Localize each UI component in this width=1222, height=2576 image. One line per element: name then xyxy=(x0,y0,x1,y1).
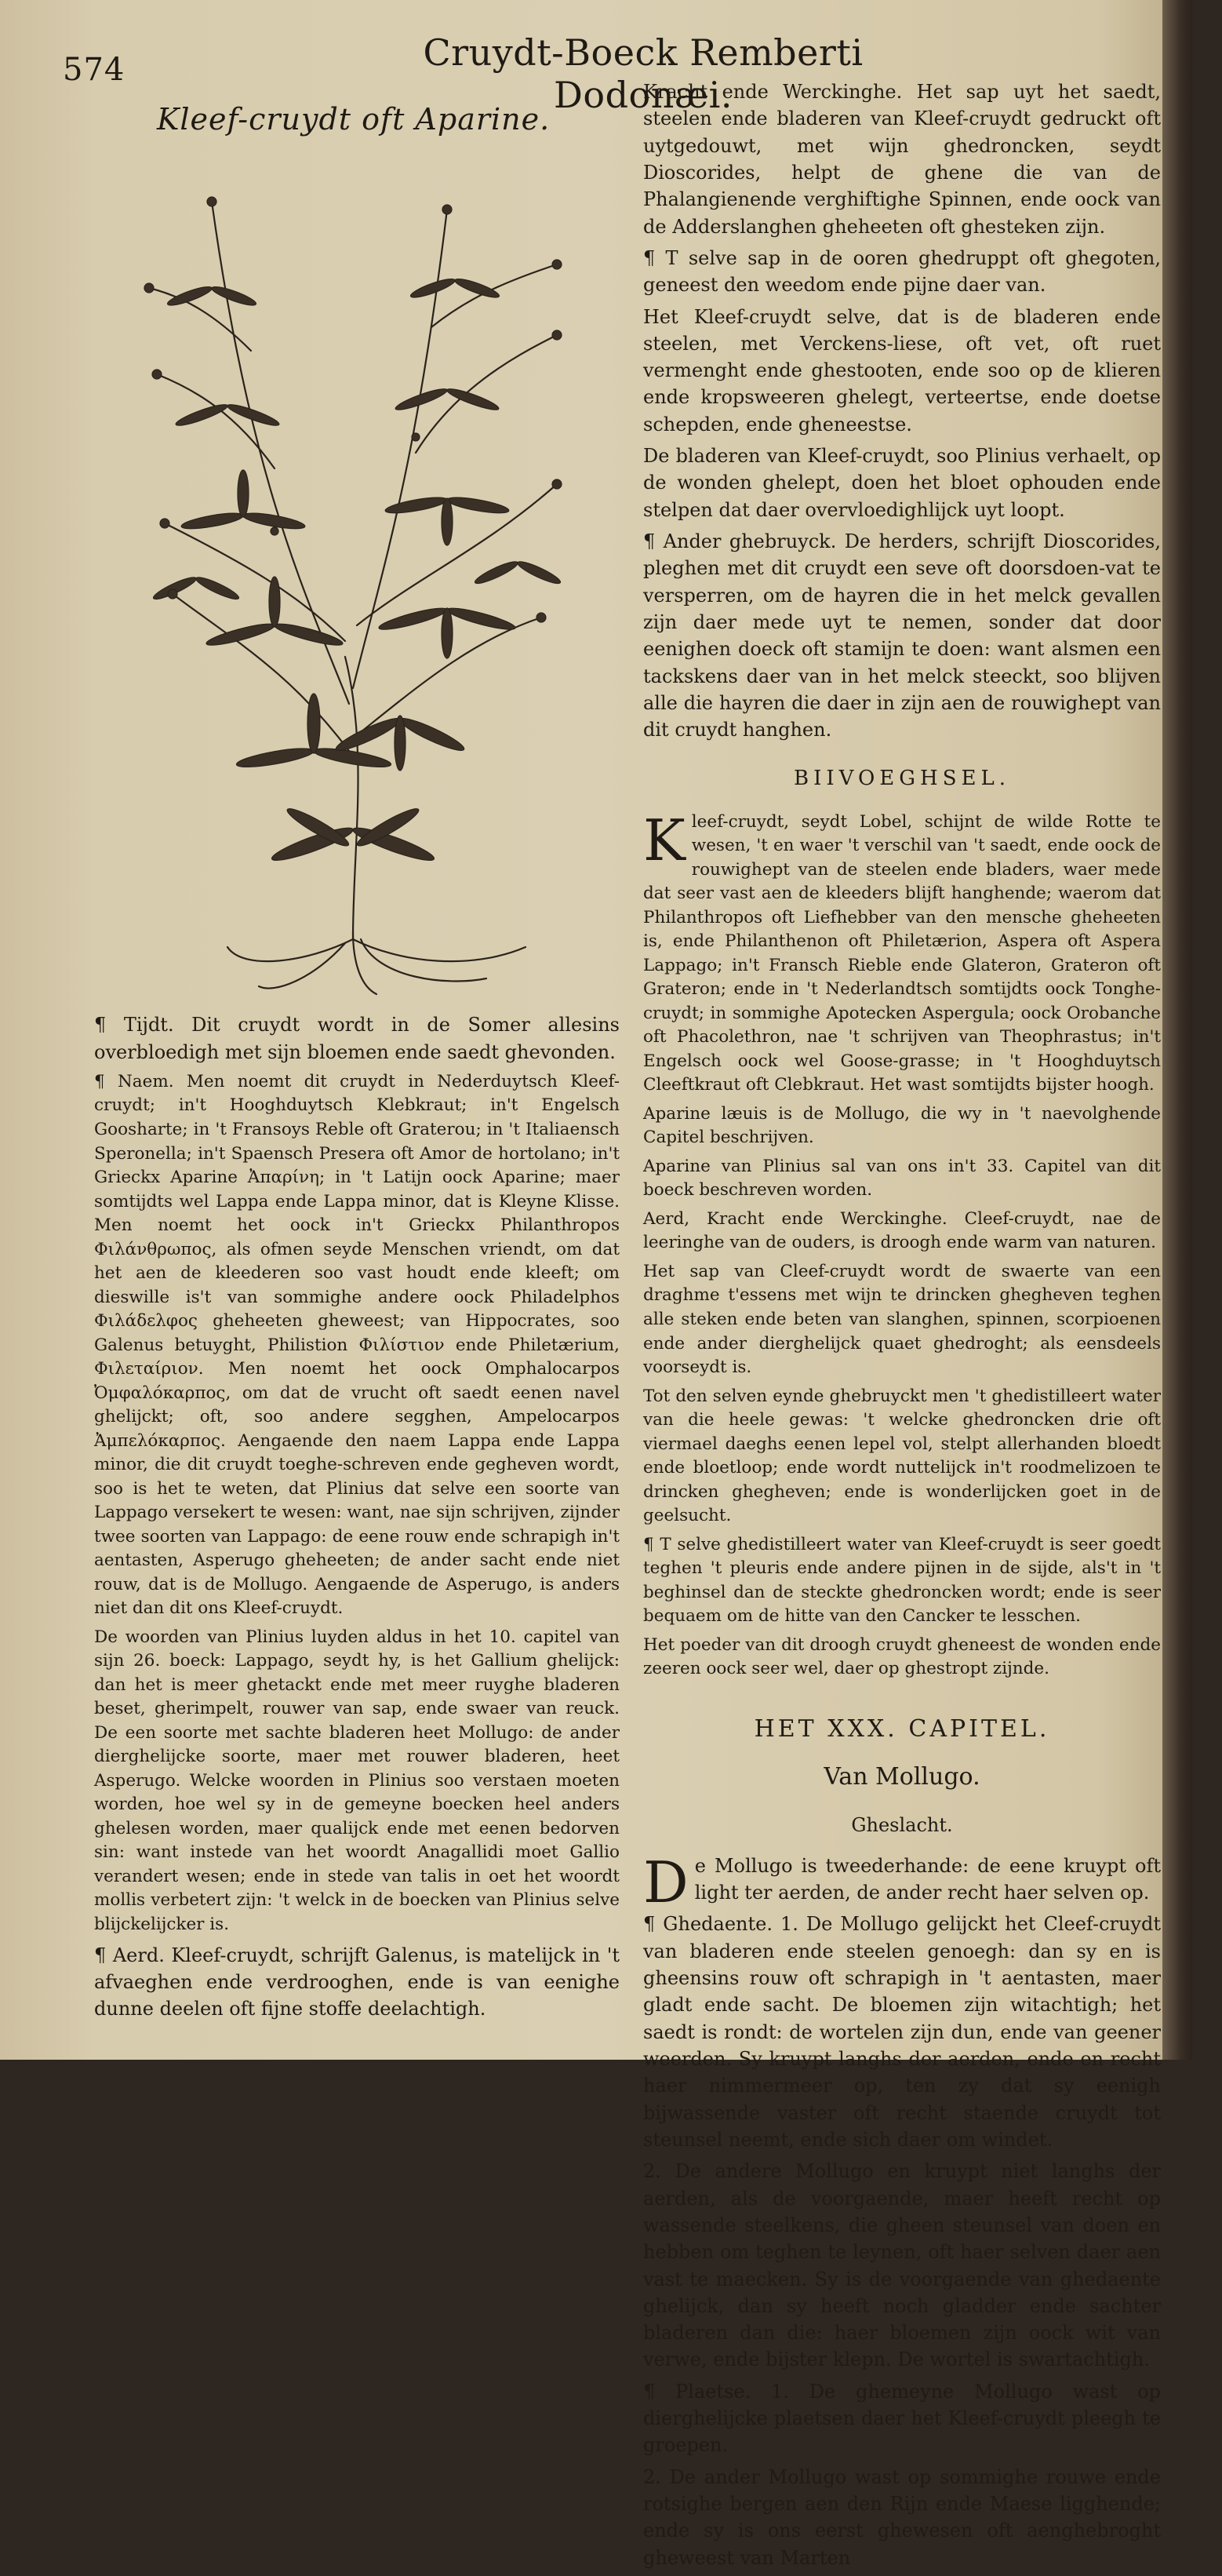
paragraph-tijdt: ¶ Tijdt. Dit cruydt wordt in de Somer allesins overbloedigh met sijn bloemen ende saedt ghevonden. xyxy=(94,1014,620,1063)
paragraph-mollugo-2: ¶ Ghedaente. 1. De Mollugo gelijckt het Cleef-cruydt van bladeren ende steelen genoegh: dan sy en is gheensins rouw oft schrapigh in 't aentasten, maer gladt ende sacht. De bloemen zijn witachtigh; het saedt is rondt: de wortelen zijn dun, ende van geener weerden. Sy kruypt langhs der aerden, ende en recht haer nimmermeer op, ten zy dat sy eenigh bijwassende vaster oft recht staende cruydt tot steunsel neemt, ende sich daer om windet. xyxy=(643,1913,1161,2151)
paragraph-bijvoeghsel-4: Aerd, Kracht ende Werckinghe. Cleef-cruydt, nae de leeringhe van de ouders, is droogh ende warm van naturen. xyxy=(643,1208,1161,1253)
paragraph-bijvoeghsel-2: Aparine læuis is de Mollugo, die wy in 't naevolghende Capitel beschrijven. xyxy=(643,1103,1161,1148)
paragraph-bijvoeghsel-1: Kleef-cruydt, seydt Lobel, schijnt de wilde Rotte te wesen, 't en waer 't verschil van 't saedt, ende oock de rouwighept van de steelen ende bladers, waer mede dat seer vast aen de kleeders blijft hanghende; waerom dat Philanthropos oft Liefhebber van den mensche gheheeten is, ende Philanthenon oft Philetærion, Aspera oft Aspera Lappago; in't Fransch Rieble ende Glateron, Grateron oft Grateron; ende in 't Nederlandtsch somtijdts oock Tonghe-cruydt; in sommighe Apotecken Aspergula; oock Orobanche oft Phacolethron, nae 't schrijven van Theophrastus; in't Engelsch oock wel Goose-grasse; in 't Hooghduytsch Cleeftkraut oft Clebkraut. Het wast somtijdts bijster hoogh. xyxy=(643,807,1161,1095)
paragraph-kracht: Kracht ende Werckinghe. Het sap uyt het saedt, steelen ende bladeren van Kleef-cruydt gedruckt oft uytgedouwt, met wijn ghedroncken, seydt Dioscorides, helpt de ghene die van de Phalangienende verghiftighe Spinnen, ende oock van de Adderslanghen gheheeten oft ghesteken zijn. xyxy=(643,81,1161,238)
paragraph-mollugo-4: ¶ Plaetse. 1. De ghemeyne Mollugo wast op dierghelijcke plaetsen daer het Kleef-cruydt pleegh te groepen. xyxy=(643,2380,1161,2457)
paragraph-sap: ¶ T selve sap in de ooren ghedruppt oft ghegoten, geneest den weedom ende pijne daer van. xyxy=(643,246,1161,297)
woodcut-illustration xyxy=(118,155,588,1002)
paragraph-bijvoeghsel-6: Tot den selven eynde ghebruyckt men 't ghedistilleert water van die heele gewas: 't welcke ghedroncken drie oft viermael daeghs eenen lepel vol, stelpt allerhanden bloedt ende bloetloop; ende wordt nuttelijck in't roodmelizoen te drincken ghegheven; ende is wonderlijcken goet in de geelsucht. xyxy=(643,1386,1161,1526)
paragraph-aerd: ¶ Aerd. Kleef-cruydt, schrijft Galenus, is matelijck in 't afvaeghen ende verdrooghen, ende is van eenighe dunne deelen oft fijne stoffe deelachtigh. xyxy=(94,1944,620,2020)
section-heading-bijvoeghsel: BIIVOEGHSEL. xyxy=(793,766,1011,790)
paragraph-bladeren: De bladeren van Kleef-cruydt, soo Plinius verhaelt, op de wonden ghelept, doen het bloet ophouden ende stelpen dat daer overvloedighlijck uyt loopt. xyxy=(643,445,1161,521)
paragraph-bijvoeghsel-3: Aparine van Plinius sal van ons in't 33. Capitel van dit boeck beschreven worden. xyxy=(643,1156,1161,1201)
chapter-title: Van Mollugo. xyxy=(824,1762,980,1791)
paragraph-mollugo-1: De Mollugo is tweederhande: de eene kruypt oft light ter aerden, de ander recht haer selven op. xyxy=(643,1849,1161,1915)
paragraph-bijvoeghsel-7: ¶ T selve ghedistilleert water van Kleef-cruydt is seer goedt teghen 't pleuris ende andere pijnen in de sijde, als't in 't beghinsel dan de steckte ghedroncken wordt; ende is seer bequaem om de hitte van den Cancker te lesschen. xyxy=(643,1534,1161,1627)
paragraph-mollugo-5: 2. De ander Mollugo wast op sommighe rouwe ende rotsighe bergen aen den Rijn ende Maese ligghende; ende sy is ons eerst ghewesen oft aenghebroght gheweest van Marten xyxy=(643,2465,1161,2569)
page-edge xyxy=(1162,0,1192,2060)
paragraph-bijvoeghsel-8: Het poeder van dit droogh cruydt gheneest de wonden ende zeeren oock seer wel, daer op ghestropt zijnde. xyxy=(643,1634,1161,1679)
left-column xyxy=(94,78,620,2027)
plant-title: Kleef-cruydt oft Aparine. xyxy=(157,102,551,137)
right-column xyxy=(643,78,1161,2576)
paragraph-kleef: Het Kleef-cruydt selve, dat is de bladeren ende steelen, met Verckens-liese, oft vet, oft ruet vermenght ende ghestooten, ende soo op de klieren ende kropsweeren ghelegt, verteertse, ende doetse schepden, ende gheneestse. xyxy=(643,305,1161,435)
paragraph-naem: ¶ Naem. Men noemt dit cruydt in Nederduytsch Kleef-cruydt; in't Hooghduytsch Klebkraut; in't Engelsch Goosharte; in 't Fransoys Reble oft Graterou; in 't Italiaensch Speronella; in't Spaensch Presera oft Amor de hortolano; in't Grieckx Aparine Ἀπαρίνη; in 't Latijn oock Aparine; maer somtijdts wel Lappa ende Lappa minor, dat is Kleyne Klisse. Men noemt het oock in't Grieckx Philanthropos Φιλάνθρωπος, als ofmen seyde Menschen vriendt, om dat het aen de kleederen soo vast houdt ende kleeft; om dieswille is't van sommighe andere oock Philadelphos Φιλάδελφος gheheeten gheweest; van Hippocrates, soo Galenus betuyght, Philistion Φιλίστιον ende Philetærium, Φιλεταίριον. Men noemt het oock Omphalocarpos Ὀμφαλόκαρπος, om dat de vrucht oft saedt eenen navel ghelijckt; oft, soo andere segghen, Ampelocarpos Ἀμπελόκαρπος. Aengaende den naem Lappa ende Lappa minor, die dit cruydt toeghe-schreven ende gegheven wordt, soo is het te weten, dat Plinius dat selve een soorte van Lappago versekert te wesen: want, nae sijn schrijven, zijnder twee soorten van Lappago: de eene rouw ende schrapigh in't aentasten, Asperugo gheheeten; de ander sacht ende niet rouw, dat is de Mollugo. Aengaende de Asperugo, is anders niet dan dit ons Kleef-cruydt. xyxy=(94,1071,620,1619)
paragraph-ander-ghebruyck: ¶ Ander ghebruyck. De herders, schrijft Dioscorides, pleghen met dit cruydt een seve oft doorsdoen-vat te versperren, om de hayren die in het melck gevallen zijn daer mede uyt te nemen, sonder dat door eenighen doeck oft stamijn te doen: want alsmen een tackskens daer van in het melck steeckt, soo blijven alle die hayren die daer in zijn aen de rouwighept van dit cruydt hanghen. xyxy=(643,530,1161,741)
running-head: Cruydt-Boeck Remberti Dodonæi. xyxy=(423,31,864,116)
chapter-subheading: Gheslacht. xyxy=(851,1813,953,1836)
page-number: 574 xyxy=(63,52,125,88)
paragraph-bijvoeghsel-5: Het sap van Cleef-cruydt wordt de swaerte van een draghme t'essens met wijn te drincken ghegheven teghen alle steken ende beten van slanghen, spinnen, scorpioenen ende ander dierghelijck quaet ghedroght; als eensdeels voorseydt is. xyxy=(643,1261,1161,1378)
chapter-heading: HET XXX. CAPITEL. xyxy=(754,1714,1050,1743)
paragraph-mollugo-3: 2. De andere Mollugo en kruypt niet langhs der aerden, als de voorgaende, maer heeft recht op wassende steelkens, die gheen steunsel van doen en hebben om teghen te leynen, oft haer selven daer aen vast te maecken. Sy is de voorgaende van ghedaente ghelijck, dan sy heeft noch gladder ende sachter bladeren dan die: haer bloemen zijn oock wit van verwe, ende bijster klepn. De wortel is swartachtigh. xyxy=(643,2160,1161,2371)
paragraph-plinius: De woorden van Plinius luyden aldus in het 10. capitel van sijn 26. boeck: Lappago, seydt hy, is het Gallium ghelijck: dan het is meer ghetackt ende met meer ruyghe bladeren beset, gherimpelt, rouwer van sap, ende swaer van reuck. De een soorte met sachte bladeren heet Mollugo: de ander dierghelijcke soorte, maer met rouwer bladeren, heet Asperugo. Welcke woorden in Plinius soo verstaen moeten worden, hoe wel sy in de gemeyne boecken heel anders ghelesen worden, maer qualijck ende met eenen bedorven sin: want instede van het woordt Anagallidi moet Gallio verandert wesen; ende in stede van talis in oet het woordt mollis verbetert zijn: 't welck in de boecken van Plinius selve blijckelijcker is. xyxy=(94,1627,620,1934)
